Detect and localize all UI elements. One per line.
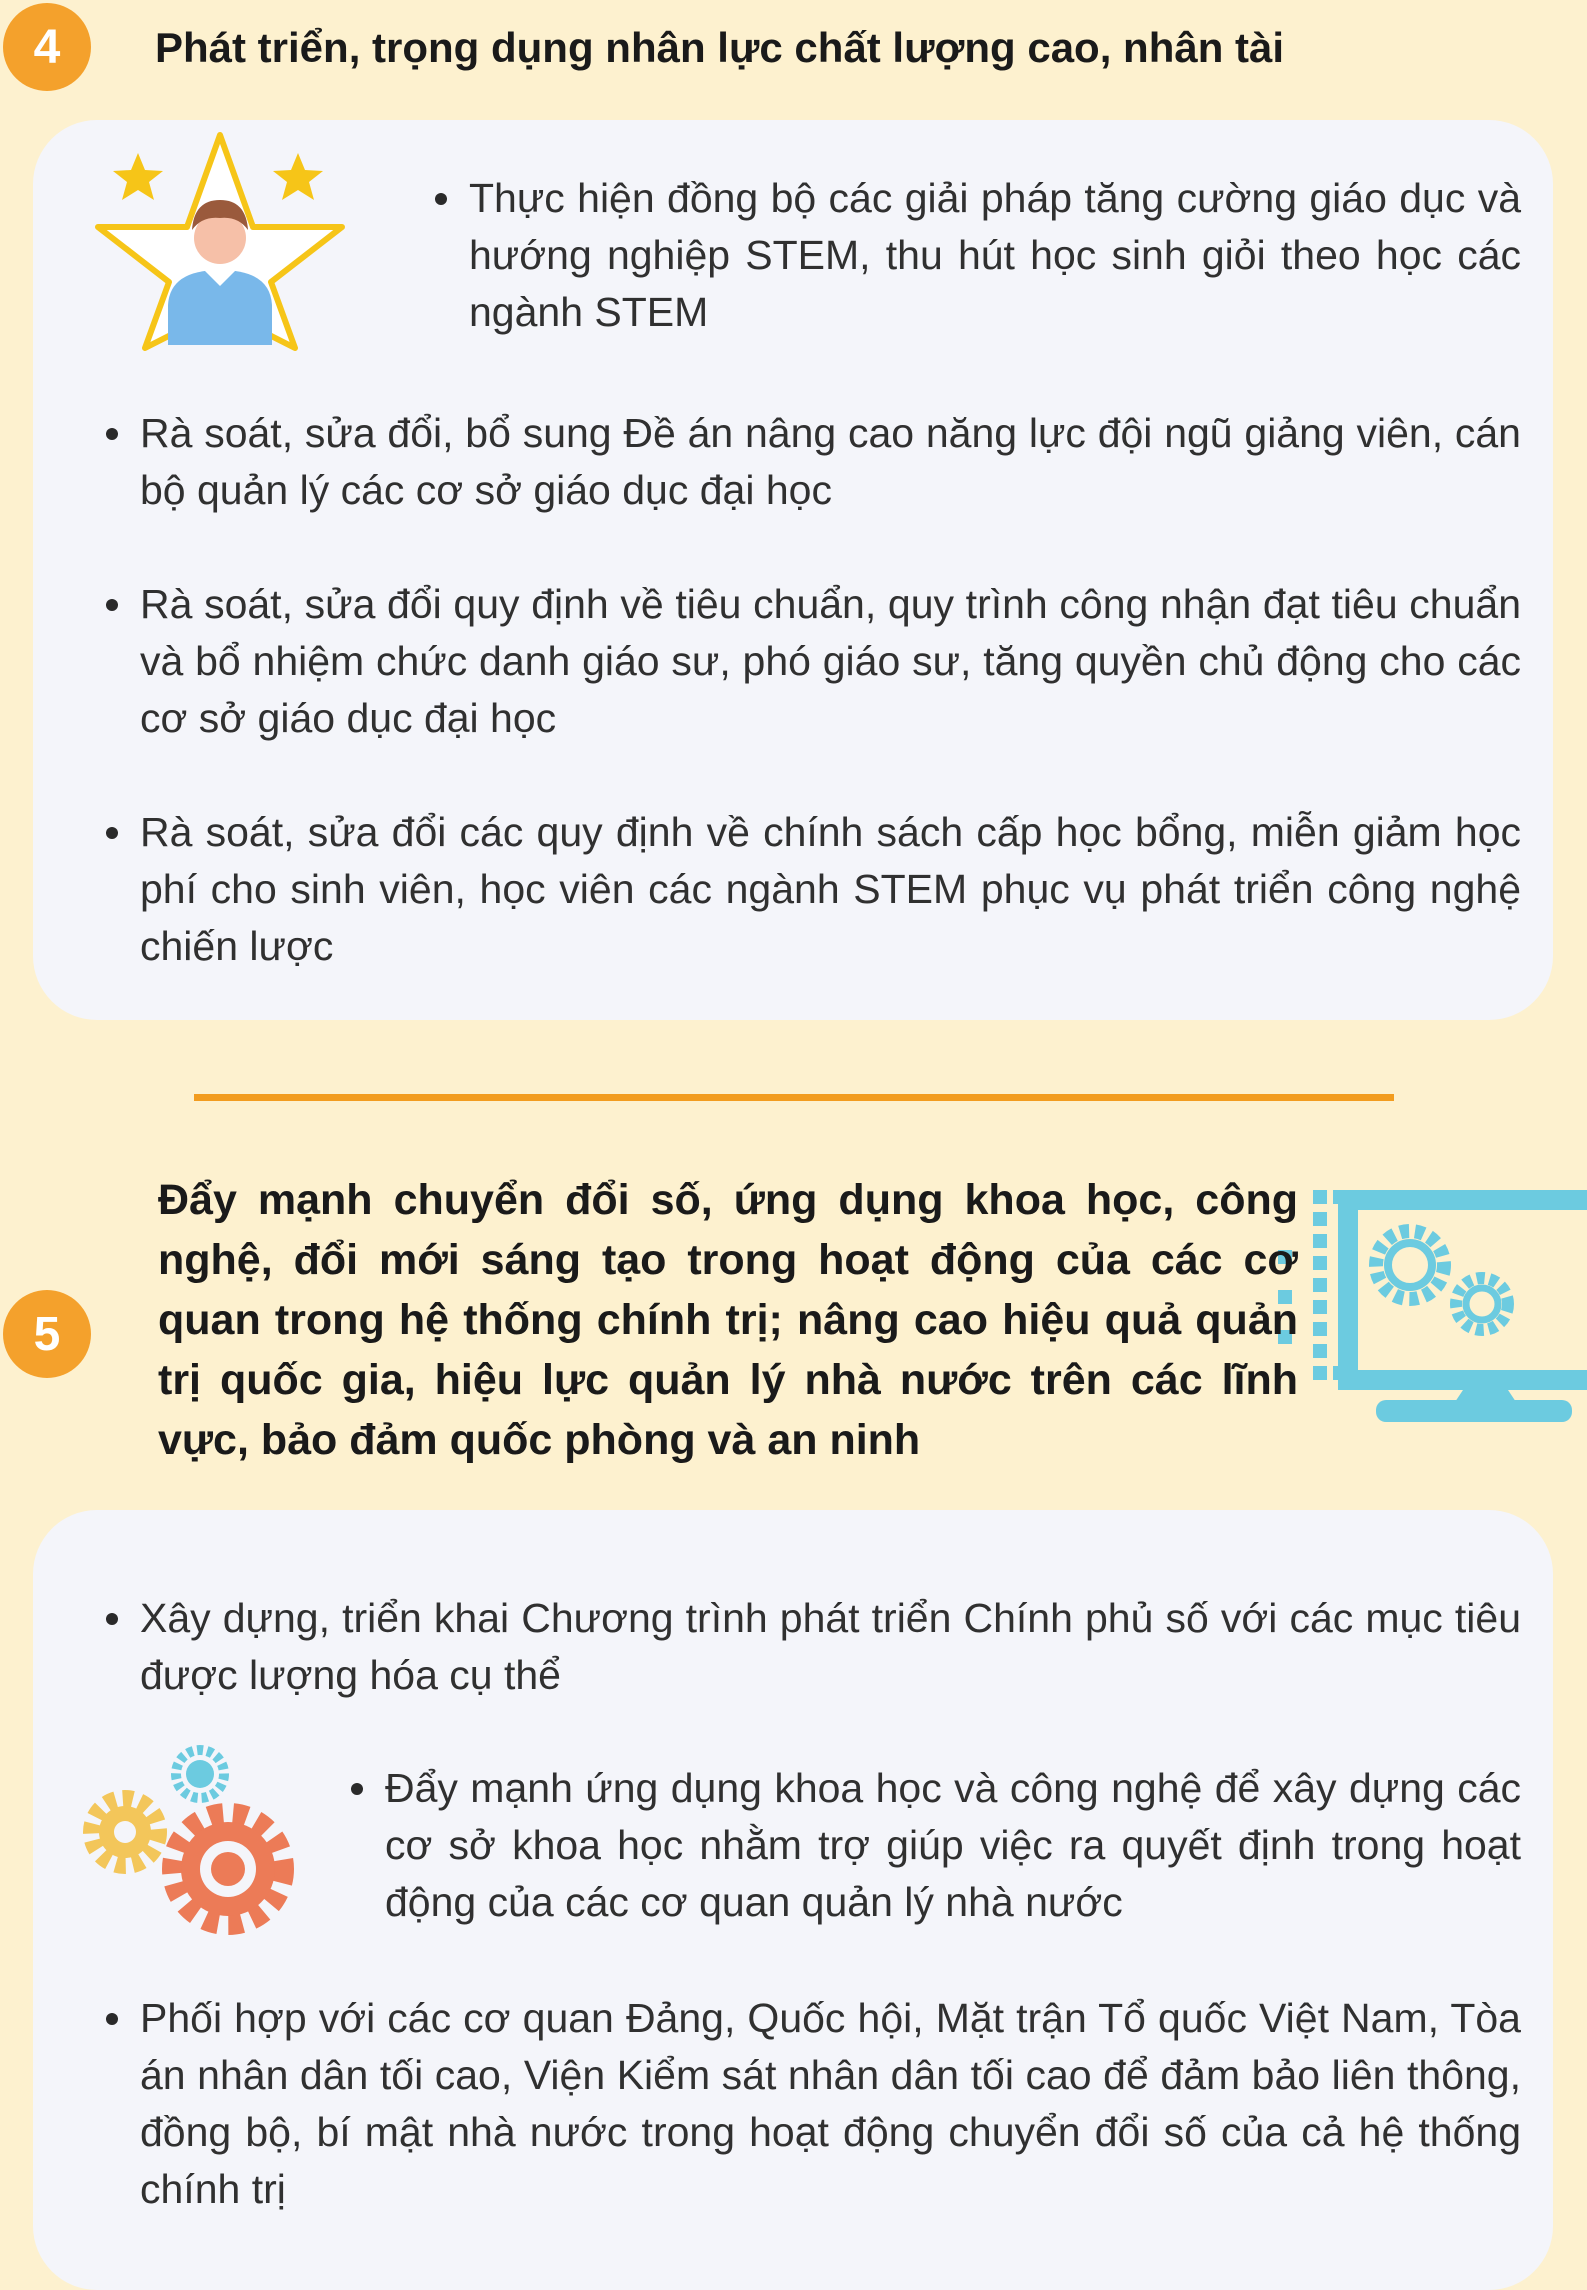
star-person-icon [80,130,360,360]
list-item: Phối hợp với các cơ quan Đảng, Quốc hội, Mặt trận Tổ quốc Việt Nam, Tòa án nhân dân tối cao, Viện Kiểm sát nhân dân tối cao để đảm bảo liên thông, đồng bộ, bí mật nhà nước trong hoạt động chuyển đổi số của cả hệ thống chính trị [140,1990,1521,2218]
list-item: Rà soát, sửa đổi quy định về tiêu chuẩn, quy trình công nhận đạt tiêu chuẩn và bổ nhiệm chức danh giáo sư, phó giáo sư, tăng quyền chủ động cho các cơ sở giáo dục đại học [140,576,1521,747]
gears-icon [80,1745,310,1940]
list-item: Rà soát, sửa đổi, bổ sung Đề án nâng cao năng lực đội ngũ giảng viên, cán bộ quản lý các cơ sở giáo dục đại học [140,405,1521,519]
list-item: Thực hiện đồng bộ các giải pháp tăng cường giáo dục và hướng nghiệp STEM, thu hút học sinh giỏi theo học các ngành STEM [469,170,1521,341]
section-5-number-badge: 5 [3,1290,91,1378]
section-4-number-badge: 4 [3,3,91,91]
section-divider [194,1094,1394,1101]
list-item: Rà soát, sửa đổi các quy định về chính sách cấp học bổng, miễn giảm học phí cho sinh viên, học viên các ngành STEM phục vụ phát triển công nghệ chiến lược [140,804,1521,975]
list-item: Đẩy mạnh ứng dụng khoa học và công nghệ để xây dựng các cơ sở khoa học nhằm trợ giúp việc ra quyết định trong hoạt động của các cơ quan quản lý nhà nước [385,1760,1521,1931]
list-item: Xây dựng, triển khai Chương trình phát triển Chính phủ số với các mục tiêu được lượng hóa cụ thể [140,1590,1521,1704]
section-4-title: Phát triển, trọng dụng nhân lực chất lượng cao, nhân tài [155,24,1285,71]
section-5-title: Đẩy mạnh chuyển đổi số, ứng dụng khoa học, công nghệ, đổi mới sáng tạo trong hoạt động của các cơ quan trong hệ thống chính trị; nâng cao hiệu quả quản trị quốc gia, hiệu lực quản lý nhà nước trên các lĩnh vực, bảo đảm quốc phòng và an ninh [158,1176,1298,1464]
